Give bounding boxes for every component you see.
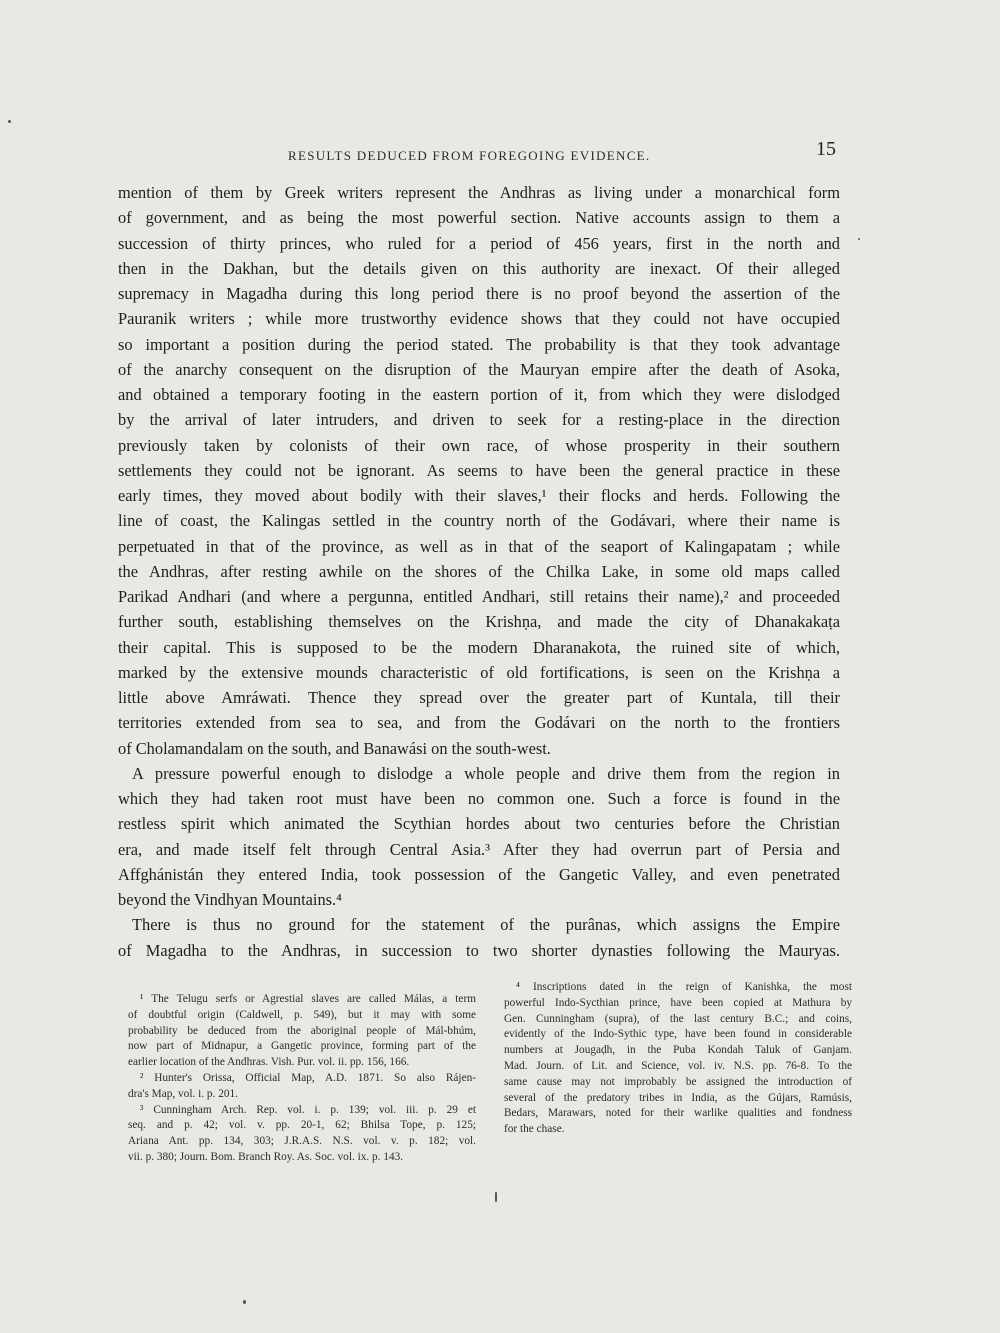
text-line: mention of them by Greek writers represent the Andhras as living under a monarchical form <box>118 183 840 202</box>
text-line: previously taken by colonists of their own race, of whose prosperity in their southern <box>118 435 840 455</box>
running-head: RESULTS DEDUCED FROM FOREGOING EVIDENCE. <box>288 148 651 163</box>
footnote-line: vii. p. 380; Journ. Bom. Branch Roy. As. Soc. vol. ix. p. 143. <box>128 1150 404 1163</box>
paper-speck <box>858 238 860 240</box>
text-line: succession of thirty princes, who ruled for a period of 456 years, first in the north and <box>118 233 840 253</box>
footnote-line: of doubtful origin (Caldwell, p. 549), but it may with some <box>128 1008 476 1021</box>
footnote-line: now part of Midnapur, a Gangetic province, forming part of the <box>128 1040 476 1053</box>
footnote-line: dra's Map, vol. i. p. 201. <box>128 1087 238 1100</box>
text-line: Affghánistán they entered India, took possession of the Gangetic Valley, and even penetrated <box>118 864 840 884</box>
text-line: settlements they could not be ignorant. As seems to have been the general practice in these <box>118 460 840 480</box>
footnote-line: Ariana Ant. pp. 134, 303; J.R.A.S. N.S. vol. v. p. 182; vol. <box>128 1135 476 1148</box>
text-line: their capital. This is supposed to be the modern Dharanakota, the ruined site of which, <box>118 637 840 657</box>
page-number: 15 <box>816 138 836 160</box>
footnote-line: earlier location of the Andhras. Vish. Pur. vol. ii. pp. 156, 166. <box>128 1056 410 1069</box>
footnotes-left-column <box>128 992 476 1166</box>
text-line: Parikad Andhari (and where a pergunna, entitled Andhari, still retains their name),² and proceeded <box>118 587 840 606</box>
text-line: of Cholamandalam on the south, and Banawási on the south-west. <box>118 738 551 758</box>
footnote-line: evidently of the Indo-Sythic type, have been found in considerable <box>504 1028 852 1041</box>
text-line: so important a position during the period stated. The probability is that they took advantage <box>118 334 840 354</box>
footnote-line: ¹ The Telugu serfs or Agrestial slaves are called Málas, a term <box>140 993 476 1005</box>
text-line: by the arrival of later intruders, and driven to seek for a resting-place in the direction <box>118 410 840 430</box>
footnotes-right-column <box>504 980 852 1138</box>
text-line: A pressure powerful enough to dislodge a whole people and drive them from the region in <box>132 763 840 783</box>
footnote-line: for the chase. <box>504 1123 565 1136</box>
text-line: beyond the Vindhyan Mountains.⁴ <box>118 890 342 909</box>
footnote-line: seq. and p. 42; vol. v. pp. 20-1, 62; Bhilsa Tope, p. 125; <box>128 1119 476 1132</box>
text-line: supremacy in Magadha during this long period there is no proof beyond the assertion of the <box>118 284 840 303</box>
text-line: marked by the extensive mounds characteristic of old fortifications, is seen on the Krishṇa a <box>118 662 840 682</box>
page-header <box>118 138 836 168</box>
footnote-line: same cause may not improbably be assigned the introduction of <box>504 1075 852 1088</box>
text-line: the Andhras, after resting awhile on the shores of the Chilka Lake, in some old maps called <box>118 561 840 581</box>
paragraph-3 <box>118 912 840 963</box>
body-text <box>118 180 840 963</box>
footnote-line: powerful Indo-Sycthian prince, have been copied at Mathura by <box>504 996 852 1009</box>
footnote-line: ⁴ Inscriptions dated in the reign of Kanishka, the most <box>516 981 852 993</box>
text-line: then in the Dakhan, but the details given on this authority are inexact. Of their alleged <box>118 258 840 278</box>
footnote-line: numbers at Jougaḍh, in the Puba Kondah Taluk of Ganjam. <box>504 1044 852 1057</box>
text-line: line of coast, the Kalingas settled in the country north of the Godávari, where their name is <box>118 511 840 531</box>
text-line: which they had taken root must have been no common one. Such a force is found in the <box>118 789 840 808</box>
paper-speck <box>495 1192 497 1202</box>
paragraph-1 <box>118 180 840 761</box>
text-line: territories extended from sea to sea, and from the Godávari on the north to the frontiers <box>118 713 840 733</box>
text-line: of government, and as being the most powerful section. Native accounts assign to them a <box>118 208 840 228</box>
footnote-line: several of the predatory tribes in India, as the Gújars, Ramúsis, <box>504 1091 852 1104</box>
text-line: Pauranik writers ; while more trustworthy evidence shows that they could not have occupied <box>118 309 840 329</box>
paragraph-2 <box>118 761 840 913</box>
text-line: of Magadha to the Andhras, in succession to two shorter dynasties following the Mauryas. <box>118 940 840 960</box>
text-line: perpetuated in that of the province, as well as in that of the seaport of Kalingapatam ; while <box>118 536 840 556</box>
text-line: of the anarchy consequent on the disruption of the Mauryan empire after the death of Asoka, <box>118 359 840 379</box>
text-line: There is thus no ground for the statement of the purânas, which assigns the Empire <box>132 915 840 935</box>
paper-speck <box>8 120 11 123</box>
text-line: little above Amráwati. Thence they spread over the greater part of Kuntala, till their <box>118 688 840 707</box>
paper-speck <box>243 1300 246 1304</box>
text-line: era, and made itself felt through Central Asia.³ After they had overrun part of Persia and <box>118 839 840 859</box>
footnote-line: Bedars, Marawars, noted for their warlike qualities and fondness <box>504 1107 852 1120</box>
text-line: early times, they moved about bodily with their slaves,¹ their flocks and herds. Following the <box>118 486 840 505</box>
footnote-line: ³ Cunningham Arch. Rep. vol. i. p. 139; vol. iii. p. 29 et <box>140 1103 476 1116</box>
footnote-line: Gen. Cunningham (supra), of the last century B.C.; and coins, <box>504 1012 852 1025</box>
text-line: restless spirit which animated the Scythian hordes about two centuries before the Christian <box>118 814 840 834</box>
footnote-line: Mad. Journ. of Lit. and Science, vol. iv. N.S. pp. 76-8. To the <box>504 1059 852 1072</box>
text-line: and obtained a temporary footing in the eastern portion of it, from which they were dislodged <box>118 385 840 404</box>
text-line: further south, establishing themselves on the Krishṇa, and made the city of Dhanakakaṭa <box>118 612 840 632</box>
footnote-line: ² Hunter's Orissa, Official Map, A.D. 1871. So also Rájen- <box>140 1071 476 1084</box>
footnote-line: probability be deduced from the aboriginal people of Mál-bhúm, <box>128 1024 476 1037</box>
